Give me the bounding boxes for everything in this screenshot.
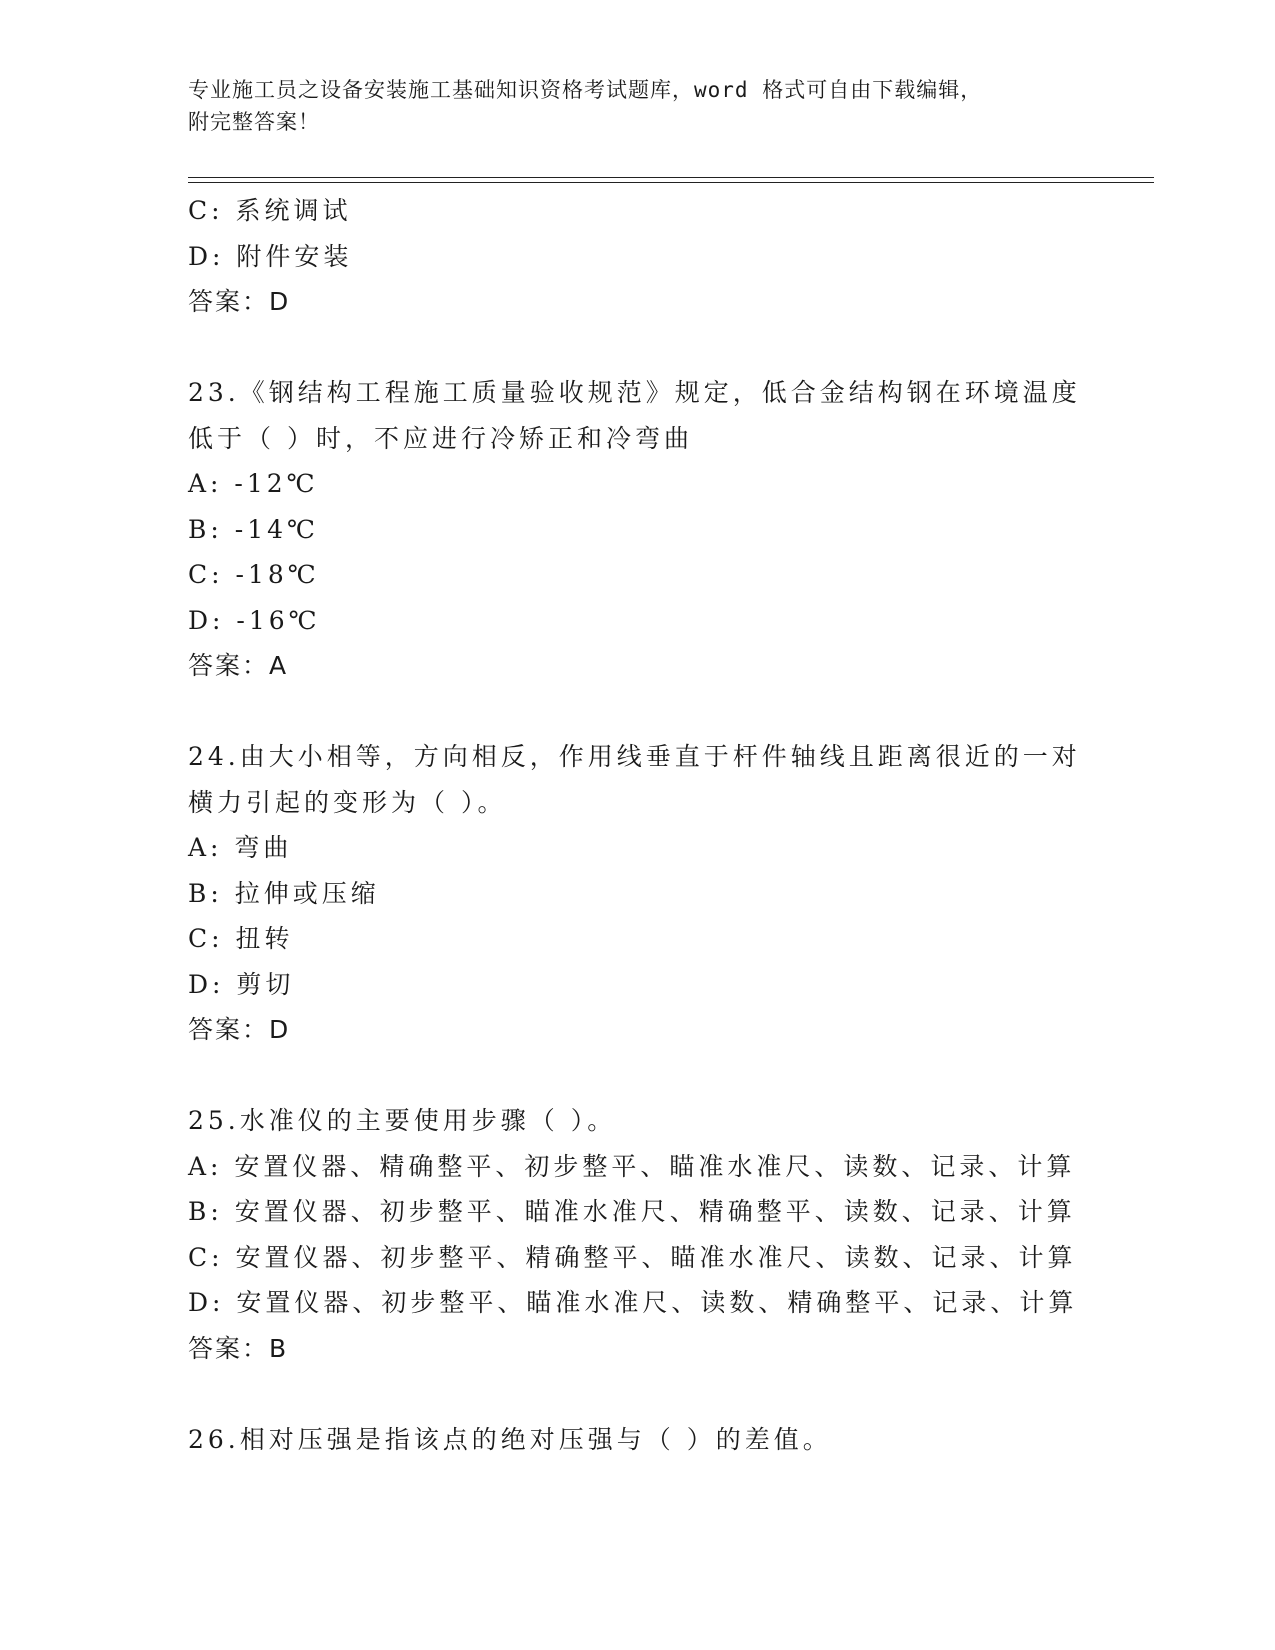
question-fragment [188, 188, 1108, 325]
option-line: D: 附件安装 [188, 241, 353, 271]
option-line: B: 安置仪器、初步整平、瞄准水准尺、精确整平、读数、记录、计算 [188, 1197, 1076, 1226]
question-list [188, 188, 1108, 1462]
option-line: B: -14℃ [188, 514, 319, 544]
option-line: A: 弯曲 [188, 833, 293, 862]
question-23 [188, 370, 1108, 689]
header-line-2: 附完整答案！ [188, 110, 320, 134]
option-line: D: 安置仪器、初步整平、瞄准水准尺、读数、精确整平、记录、计算 [188, 1288, 1078, 1317]
question-26 [188, 1417, 1108, 1463]
document-header [188, 74, 1068, 138]
header-rule-bottom [188, 182, 1154, 183]
question-stem: 横力引起的变形为（ ）。 [188, 787, 507, 817]
answer-line: 答案：D [188, 287, 291, 316]
header-rule-top [188, 177, 1154, 178]
question-stem: 23.《钢结构工程施工质量验收规范》规定，低合金结构钢在环境温度 [188, 378, 1081, 407]
option-line: C: 系统调试 [188, 196, 352, 225]
question-stem: 24.由大小相等，方向相反，作用线垂直于杆件轴线且距离很近的一对 [188, 742, 1081, 771]
option-line: A: -12℃ [188, 469, 319, 498]
option-line: D: 剪切 [188, 969, 295, 999]
answer-line: 答案：A [188, 651, 289, 680]
spacer [188, 1053, 1108, 1099]
option-line: A: 安置仪器、精确整平、初步整平、瞄准水准尺、读数、记录、计算 [188, 1151, 1076, 1181]
question-25 [188, 1098, 1108, 1371]
spacer [188, 325, 1108, 371]
answer-line: 答案：B [188, 1333, 289, 1363]
option-line: C: 扭转 [188, 924, 294, 953]
question-stem: 26.相对压强是指该点的绝对压强与（ ）的差值。 [188, 1424, 832, 1454]
question-24 [188, 734, 1108, 1053]
header-line-1: 专业施工员之设备安装施工基础知识资格考试题库，word 格式可自由下载编辑， [188, 78, 983, 102]
option-line: C: 安置仪器、初步整平、精确整平、瞄准水准尺、读数、记录、计算 [188, 1242, 1077, 1272]
answer-line: 答案：D [188, 1015, 291, 1044]
spacer [188, 1371, 1108, 1417]
question-stem: 低于（ ）时，不应进行冷矫正和冷弯曲 [188, 423, 693, 453]
option-line: C: -18℃ [188, 560, 320, 589]
option-line: B: 拉伸或压缩 [188, 878, 380, 908]
question-stem: 25.水准仪的主要使用步骤（ ）。 [188, 1106, 617, 1135]
spacer [188, 689, 1108, 735]
option-line: D: -16℃ [188, 605, 321, 635]
